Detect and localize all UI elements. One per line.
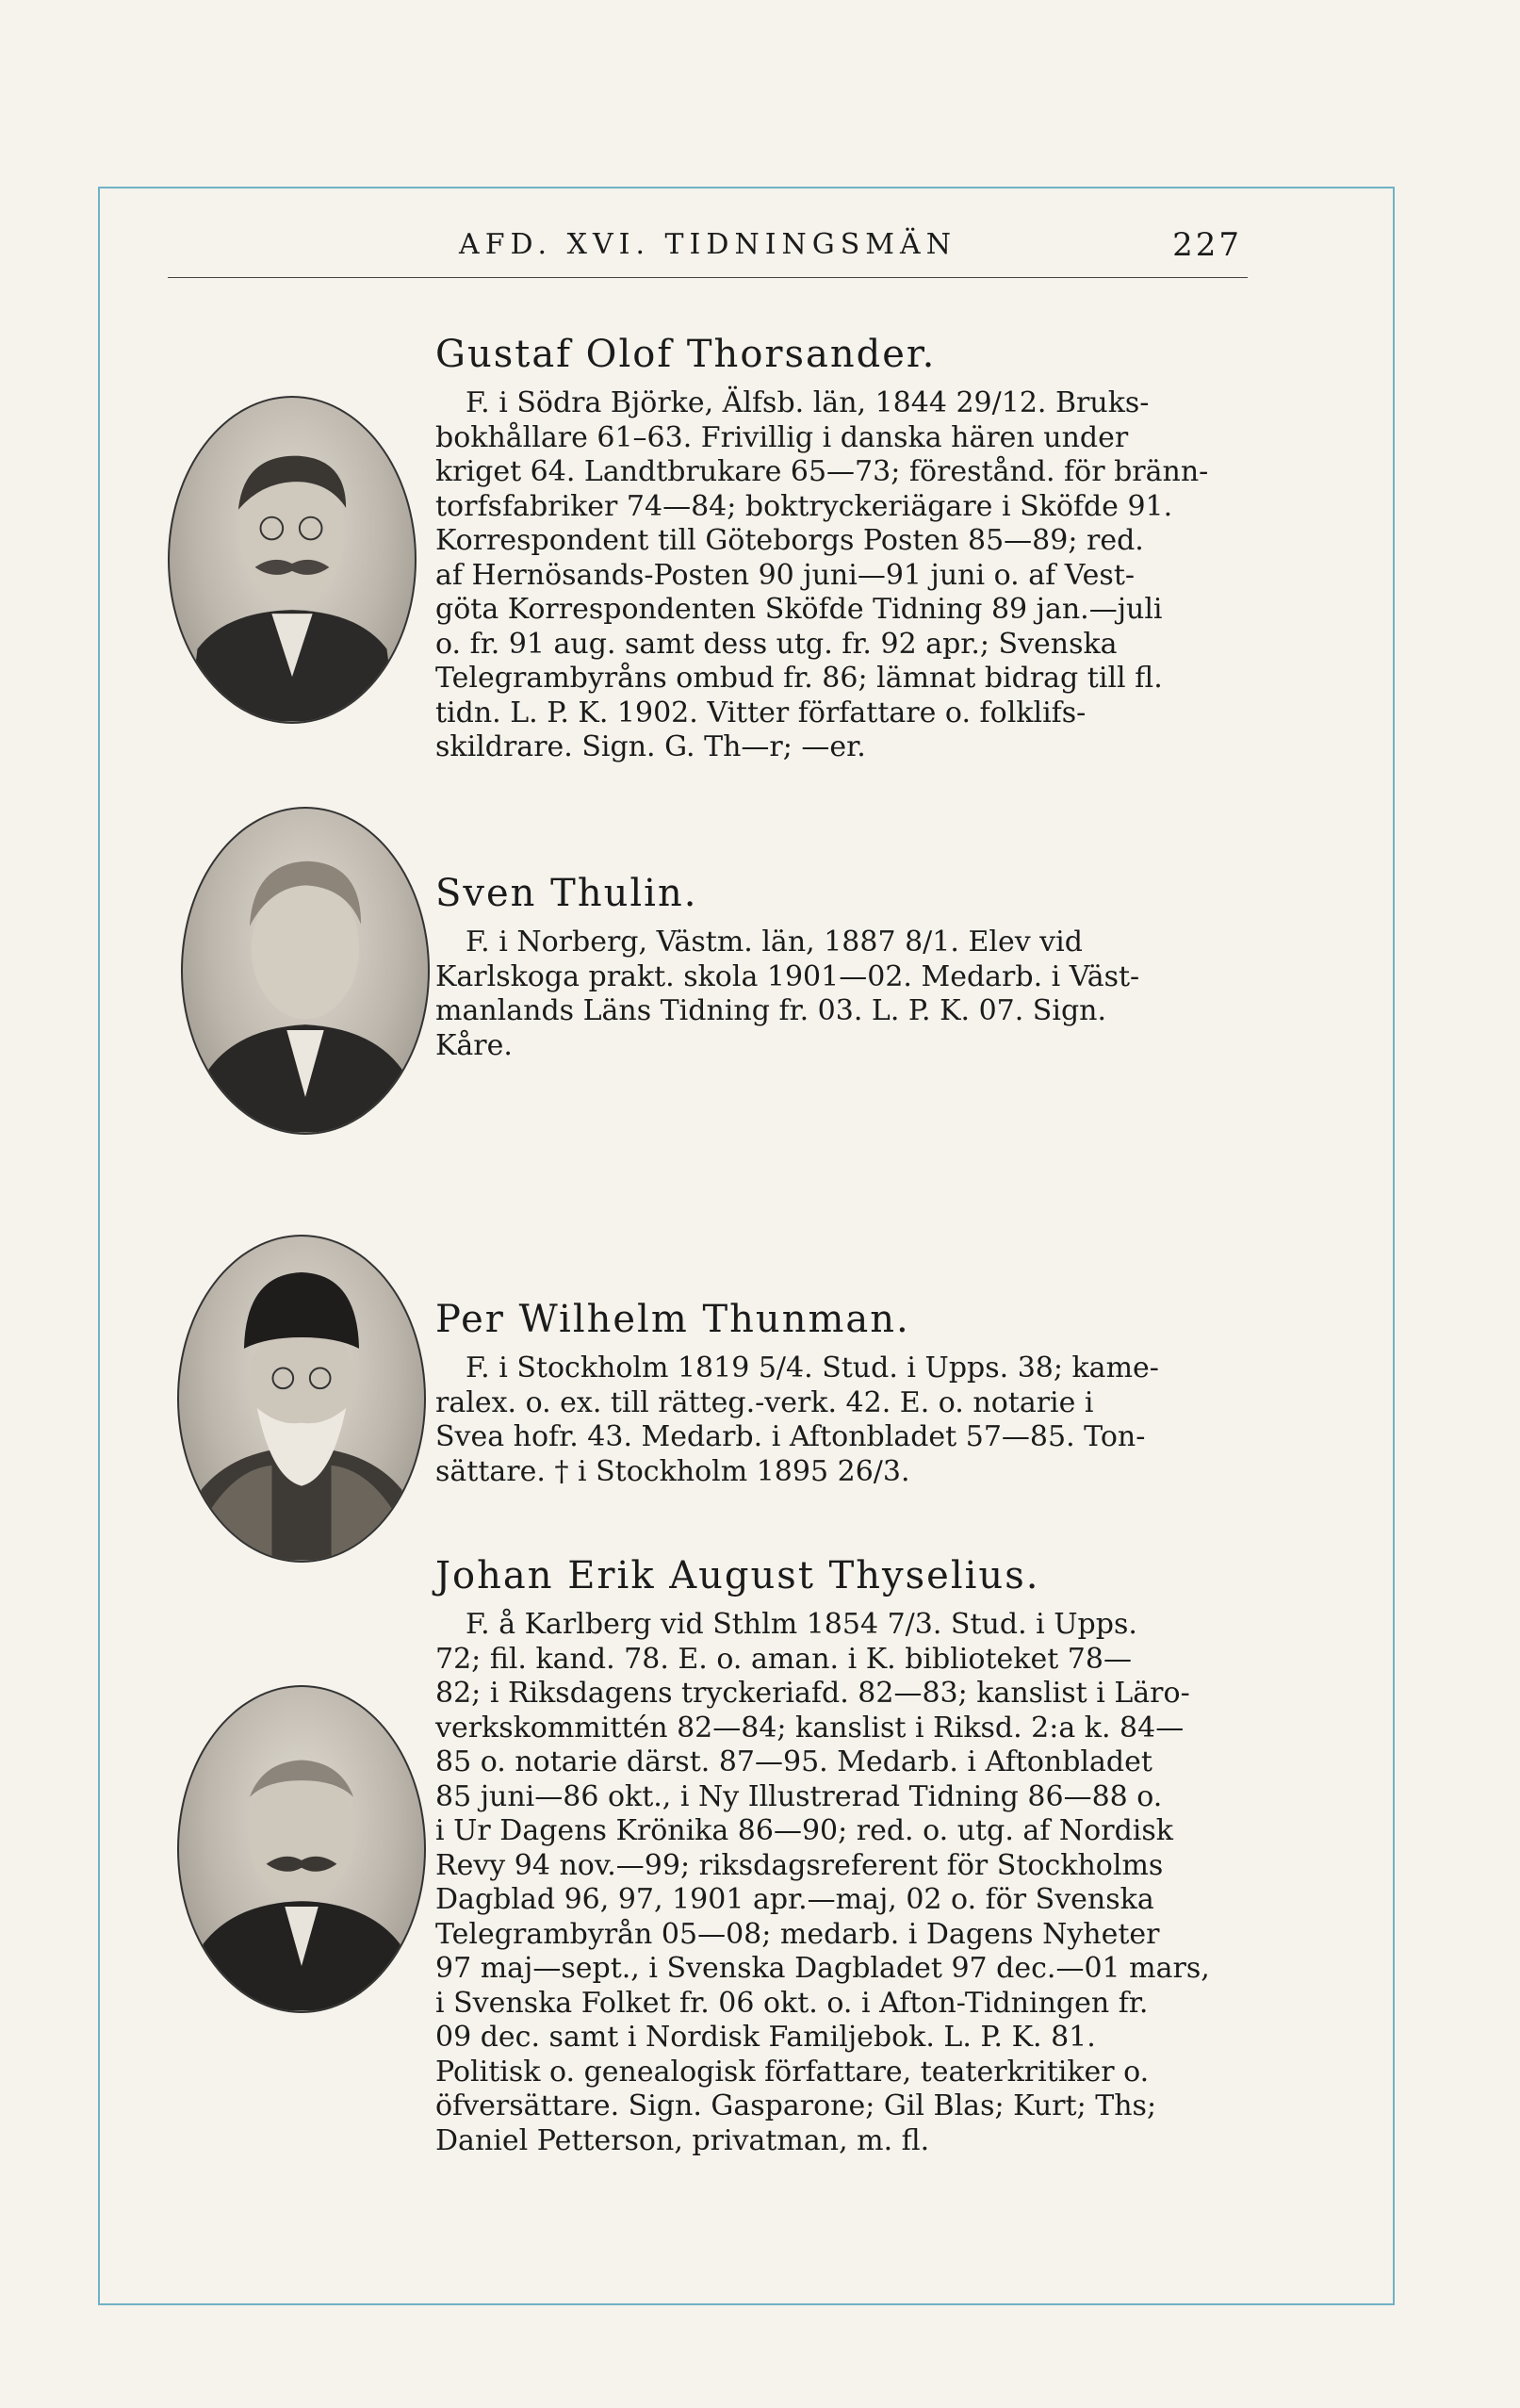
section-title: AFD. XVI. TIDNINGSMÄN bbox=[459, 228, 956, 261]
portrait-thulin bbox=[181, 807, 430, 1135]
entry-text: F. i Norberg, Västm. län, 1887 8/1. Elev vid Karlskoga prakt. skola 1901—02. Medarb. i Väst- manlands Läns Tidning fr. 03. L. P. K. 07. Sign. Kåre. bbox=[435, 926, 1140, 1062]
running-header bbox=[168, 221, 1248, 278]
entry-name: Johan Erik August Thyselius. bbox=[435, 1554, 1040, 1597]
entry-thulin bbox=[435, 871, 1248, 1063]
entry-name: Per Wilhelm Thunman. bbox=[435, 1298, 910, 1341]
portrait-thyselius bbox=[177, 1685, 426, 2013]
entry-name: Sven Thulin. bbox=[435, 872, 698, 915]
entry-text: F. i Stockholm 1819 5/4. Stud. i Upps. 38; kame- ralex. o. ex. till rätteg.-verk. 42. E. o. notarie i Svea hofr. 43. Medarb. i Aftonbladet 57—85. Ton- sättare. † i Stockholm 1895 26/3. bbox=[435, 1351, 1159, 1488]
entry-text: F. å Karlberg vid Sthlm 1854 7/3. Stud. i Upps. 72; fil. kand. 78. E. o. aman. i K. biblioteket 78— 82; i Riksdagens tryckeriafd. 82—83; kanslist i Läro- verkskommittén 82—84; kanslist i Riksd. 2:a k. 84— 85 o. notarie därst. 87—95. Medarb. i Aftonbladet 85 juni—86 okt., i Ny Illustrerad Tidning 86—88 o. i Ur Dagens Krönika 86—90; red. o. utg. af Nordisk Revy 94 nov.—99; riksdagsreferent för Stockholms Dagblad 96, 97, 1901 apr.—maj, 02 o. för Svenska Telegrambyrån 05—08; medarb. i Dagens Nyheter 97 maj—sept., i Svenska Dagbladet 97 dec.—01 mars, i Svenska Folket fr. 06 okt. o. i Afton-Tidningen fr. 09 dec. samt i Nordisk Familjebok. L. P. K. 81. Politisk o. genealogisk författare, teaterkritiker o. öfversättare. Sign. Gasparone; Gil Blas; Kurt; Ths; Daniel Petterson, privatman, m. fl. bbox=[435, 1608, 1210, 2157]
page-number: 227 bbox=[1172, 226, 1242, 264]
entry-name: Gustaf Olof Thorsander. bbox=[435, 333, 937, 376]
entry-text: F. i Södra Björke, Älfsb. län, 1844 29/12. Bruks- bokhållare 61–63. Frivillig i danska hären under kriget 64. Landtbrukare 65—73; förestånd. för bränn- torfsfabriker 74—84; boktryckeriägare i Sköfde 91. Korrespondent till Göteborgs Posten 85—89; red. af Hernösands-Posten 90 juni—91 juni o. af Vest- göta Korrespondenten Sköfde Tidning 89 jan.—juli o. fr. 91 aug. samt dess utg. fr. 92 apr.; Svenska Telegrambyråns ombud fr. 86; lämnat bidrag till fl. tidn. L. P. K. 1902. Vitter författare o. folklifs- skildrare. Sign. G. Th—r; —er. bbox=[435, 386, 1209, 763]
entry-thorsander bbox=[435, 332, 1248, 765]
entry-thunman bbox=[435, 1297, 1248, 1489]
portrait-thunman bbox=[177, 1235, 426, 1563]
entry-thyselius bbox=[435, 1553, 1248, 2158]
portrait-thorsander bbox=[168, 396, 417, 724]
